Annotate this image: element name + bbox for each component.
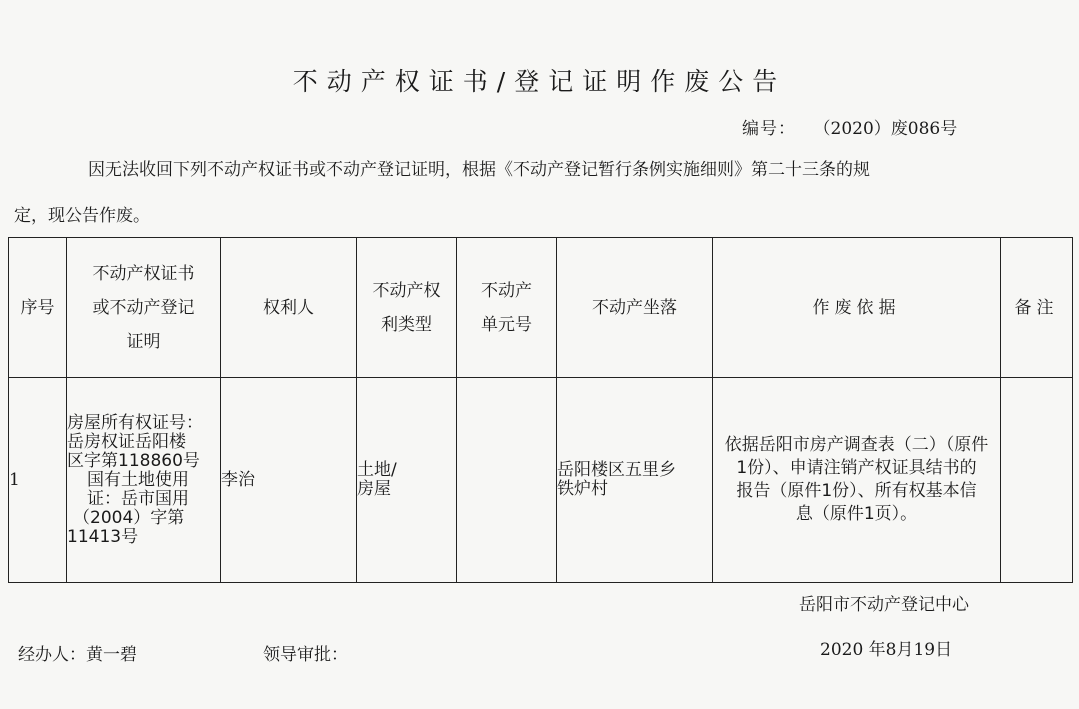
header-location: 不动产坐落 — [557, 238, 713, 378]
cell-basis: 依据岳阳市房产调查表（二）（原件 1份）、申请注销产权证具结书的 报告（原件1份）、所有权基本信 息（原件1页）。 — [713, 378, 1001, 583]
header-remark: 备注 — [1001, 238, 1073, 378]
header-basis: 作废依据 — [713, 238, 1001, 378]
header-unit-number: 不动产 单元号 — [457, 238, 557, 378]
notice-title: 不动产权证书/登记证明作废公告 — [292, 67, 787, 96]
header-holder: 权利人 — [221, 238, 357, 378]
header-seq: 序号 — [9, 238, 67, 378]
handler-signature: 经办人：黄一碧 — [18, 645, 137, 665]
header-certificate: 不动产权证书 或不动产登记 证明 — [67, 238, 221, 378]
intro-line-2: 定，现公告作废。 — [14, 206, 150, 226]
cell-remark — [1001, 378, 1073, 583]
issue-date: 2020 年8月19日 — [820, 640, 953, 660]
document-number — [742, 114, 957, 139]
cell-seq: 1 — [9, 378, 67, 583]
cell-right-type: 土地/ 房屋 — [357, 378, 457, 583]
cell-holder: 李治 — [221, 378, 357, 583]
table-row — [9, 378, 1073, 583]
cell-unit-number — [457, 378, 557, 583]
table-header-row — [9, 238, 1073, 378]
void-certificate-table — [8, 237, 1073, 583]
document-number-value: （2020）废086号 — [822, 119, 958, 139]
cell-certificate: 房屋所有权证号： 岳房权证岳阳楼 区字第118860号 国有土地使用 证：岳市国用 （2004）字第 11413号 — [67, 378, 221, 583]
header-right-type: 不动产权 利类型 — [357, 238, 457, 378]
intro-line-1: 因无法收回下列不动产权证书或不动产登记证明，根据《不动产登记暂行条例实施细则》第二十三条的规 — [88, 160, 870, 180]
document-number-label: 编号： — [742, 119, 796, 139]
cell-location: 岳阳楼区五里乡 铁炉村 — [557, 378, 713, 583]
leader-approval: 领导审批： — [263, 645, 348, 665]
issuing-organization: 岳阳市不动产登记中心 — [799, 595, 969, 615]
